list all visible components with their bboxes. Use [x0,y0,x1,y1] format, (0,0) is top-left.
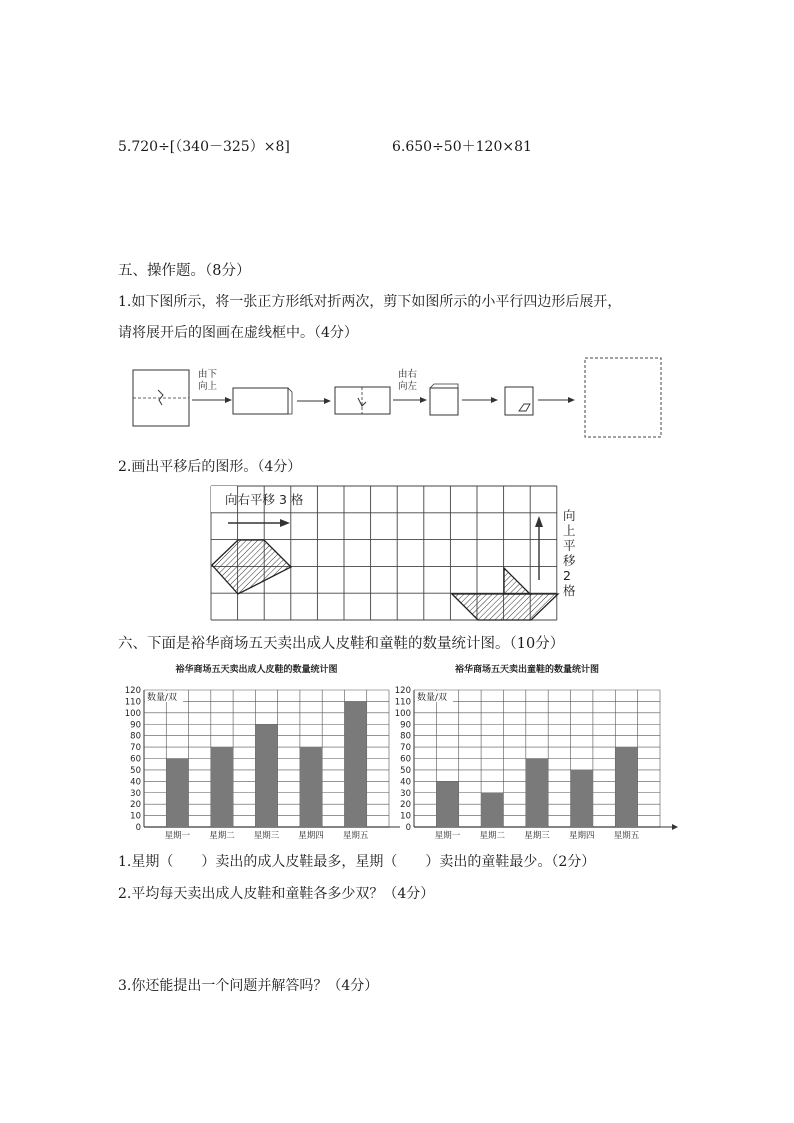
folded-rectangle [233,388,288,414]
child-shoes-chart [388,658,678,846]
y-tick-label: 50 [400,765,411,776]
y-tick-label: 70 [130,743,141,754]
shift-up-char: 2 [563,568,571,583]
y-tick-label: 100 [394,708,411,719]
x-axis-arrow-icon [672,824,678,830]
x-tick-label: 星期五 [342,831,369,841]
y-tick-label: 90 [130,720,141,731]
boat-sail [504,568,530,594]
section5-heading: 五、操作题。（8分） [118,263,251,279]
arrow-5-head-icon [568,397,575,403]
shift-up-char: 移 [563,553,576,568]
problem-6: 6.650÷50＋120×81 [392,139,532,155]
section5-q1-line1: 1.如下图所示，将一张正方形纸对折两次，剪下如图所示的小平行四边形后展开， [118,294,622,310]
translation-grid [0,480,794,625]
chart-title: 裕华商场五天卖出童鞋的数量统计图 [454,665,600,675]
bar [526,759,548,828]
section6-q2: 2.平均每天卖出成人皮鞋和童鞋各多少双？（4分） [118,886,435,902]
x-tick-label: 星期五 [613,831,640,841]
y-tick-label: 30 [400,788,411,799]
y-tick-label: 110 [394,697,411,708]
folded-rectangle-cut [335,387,390,414]
y-tick-label: 120 [124,686,141,696]
fold-step1-label-2: 向上 [198,381,218,392]
child-shoes-chart-svg [388,658,678,846]
arrow-1-head-icon [225,397,232,403]
fold-step1-label-1: 由下 [198,369,218,380]
section6-q3: 3.你还能提出一个问题并解答吗？（4分） [118,978,379,994]
y-tick-label: 80 [400,731,411,742]
section6-q1: 1.星期（ ）卖出的成人皮鞋最多，星期（ ）卖出的童鞋最少。（2分） [118,854,596,870]
y-tick-label: 60 [130,754,141,765]
small-square [430,388,458,415]
y-tick-label: 90 [400,720,411,731]
arrow-4-head-icon [491,397,498,403]
shift-up-char: 平 [563,538,576,553]
y-tick-label: 40 [130,777,141,788]
small-square-flap [430,384,458,388]
y-tick-label: 10 [400,811,411,822]
shift-up-label [563,508,576,598]
bar [436,781,458,827]
y-tick-label: 120 [394,686,411,696]
y-tick-label: 80 [130,731,141,742]
shift-right-label: 向右平移 3 格 [225,492,304,507]
y-tick-label: 20 [130,800,141,811]
fold-step2-label-2: 向左 [398,381,418,392]
bar [211,747,233,827]
boat-hull [452,594,558,620]
folding-diagram [0,350,794,445]
section5-q1-line2: 请将展开后的图画在虚线框中。（4分） [118,325,358,341]
parallelogram-cut-icon [519,404,530,411]
y-tick-label: 10 [130,811,141,822]
adult-shoes-chart [118,658,400,846]
shift-up-char: 上 [563,523,576,538]
y-tick-label: 70 [400,743,411,754]
up-arrow-head-icon [535,516,543,527]
bar [615,747,637,827]
x-tick-label: 星期三 [253,831,280,841]
bar [166,759,188,828]
bar [344,701,366,827]
x-tick-label: 星期四 [568,831,595,841]
folded-edge [288,388,292,414]
chart-title: 裕华商场五天卖出成人皮鞋的数量统计图 [175,665,338,675]
y-tick-label: 50 [130,765,141,776]
cut-mark-icon [158,390,163,405]
y-tick-label: 100 [124,708,141,719]
arrow-3-head-icon [420,397,427,403]
y-axis-label: 数量/双 [417,693,448,703]
section6-heading: 六、下面是裕华商场五天卖出成人皮鞋和童鞋的数量统计图。（10分） [118,636,565,652]
bar [481,793,503,827]
x-tick-label: 星期二 [209,831,235,841]
folding-diagram-svg [0,350,794,445]
bar [300,747,322,827]
shift-up-char: 格 [563,583,576,598]
bar [255,724,277,827]
y-tick-label: 110 [124,697,141,708]
x-tick-label: 星期二 [479,831,506,841]
x-tick-label: 星期三 [524,831,550,841]
y-tick-label: 0 [405,823,411,833]
y-tick-label: 0 [135,823,141,833]
kite-shape [212,540,291,594]
x-tick-label: 星期四 [298,831,324,841]
right-arrow-head-icon [280,519,290,527]
answer-dashed-box[interactable] [585,358,661,437]
bar [571,770,593,827]
y-tick-label: 60 [400,754,411,765]
y-tick-label: 20 [400,800,411,811]
y-tick-label: 30 [130,788,141,799]
section5-q2: 2.画出平移后的图形。（4分） [118,459,302,475]
shift-up-char: 向 [563,508,576,523]
adult-shoes-chart-svg [118,658,400,846]
x-tick-label: 星期一 [434,831,461,841]
y-axis-label: 数量/双 [147,693,178,703]
fold-step2-label-1: 由右 [398,369,418,380]
translation-grid-svg[interactable] [0,480,794,625]
arrow-2-head-icon [324,398,331,404]
y-tick-label: 40 [400,777,411,788]
problem-5: 5.720÷[（340－325）×8] [118,139,290,155]
x-tick-label: 星期一 [164,831,191,841]
